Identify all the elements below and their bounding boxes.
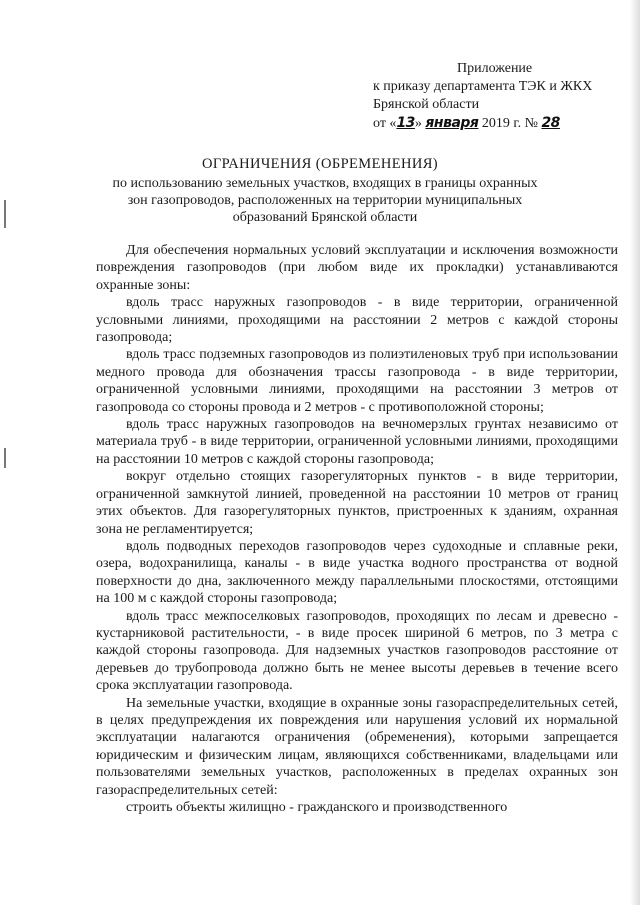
body-paragraph: Для обеспечения нормальных условий эксплуатации и исключения возможности повреждения газопроводов (при любом виде их прокладки) устанавливаются охранные зоны:: [96, 243, 618, 293]
date-day: 13: [396, 115, 415, 131]
appendix-header: [373, 60, 633, 133]
appendix-line: Брянской области: [373, 97, 480, 112]
date-month: января: [425, 115, 479, 131]
order-number: 28: [541, 115, 560, 131]
document-subtitle: по использованию земельных участков, входящих в границы охранных зон газопроводов, расположенных на территории муниципальных образований Брянской области: [112, 176, 538, 225]
appendix-line: к приказу департамента ТЭК и ЖКХ: [373, 79, 593, 94]
body-paragraph: вдоль трасс межпоселковых газопроводов, проходящих по лесам и древесно - кустарниковой растительности, - в виде просек шириной 6 метров, по 3 метра с каждой стороны газопровода. Для надземных участков газопроводов расстояние от деревьев до трубопровода должно быть не менее высоты деревьев в течение всего срока эксплуатации газопровода.: [96, 608, 618, 694]
body-paragraph: вдоль трасс подземных газопроводов из полиэтиленовых труб при использовании медного провода для обозначения трассы газопровода - в виде территории, ограниченной условными линиями, проходящими на расстоянии 3 метров от газопровода со стороны провода и 2 метров - с противоположной стороны;: [96, 347, 618, 415]
date-year: 2019 г. №: [481, 116, 538, 131]
scan-edge: [630, 0, 640, 905]
body-paragraph: вдоль подводных переходов газопроводов через судоходные и сплавные реки, озера, водохранилища, каналы - в виде участка водного пространства от водной поверхности до дна, заключенного между параллельными плоскостями, отстоящими на 100 м с каждой стороны газопровода;: [96, 538, 618, 607]
body-paragraph: вдоль трасс наружных газопроводов - в виде территории, ограниченной условными линиями, проходящими на расстоянии 2 метров с каждой стороны газопровода;: [96, 295, 618, 346]
body-paragraph: вокруг отдельно стоящих газорегуляторных пунктов - в виде территории, ограниченной замкнутой линией, проведенной на расстоянии 10 метров от границ этих объектов. Для газорегуляторных пунктов, пристроенных к зданиям, охранная зона не регламентируется;: [96, 469, 618, 537]
body-paragraph: вдоль трасс наружных газопроводов на вечномерзлых грунтах независимо от материала труб - в виде территории, ограниченной условными линиями, проходящими на расстоянии 10 метров с каждой стороны газопровода;: [96, 417, 618, 467]
order-date-line: [373, 114, 633, 133]
date-prefix: от «: [373, 116, 397, 131]
document-body: [96, 242, 618, 816]
scan-mark: [4, 200, 6, 228]
document-title: ОГРАНИЧЕНИЯ (ОБРЕМЕНЕНИЯ): [201, 156, 439, 172]
appendix-line: Приложение: [457, 61, 533, 76]
body-paragraph: На земельные участки, входящие в охранные зоны газораспределительных сетей, в целях предупреждения их повреждения или нарушения условий их нормальной эксплуатации налагаются ограничения (обременения), которыми запрещается юридическим и физическим лицам, являющихся собственниками, владельцами или пользователями земельных участков, расположенных в пределах охранных зон газораспределительных сетей:: [96, 695, 618, 798]
body-paragraph: строить объекты жилищно - гражданского и производственного: [126, 800, 508, 815]
date-mid: »: [414, 116, 422, 131]
scan-mark: [4, 448, 6, 468]
